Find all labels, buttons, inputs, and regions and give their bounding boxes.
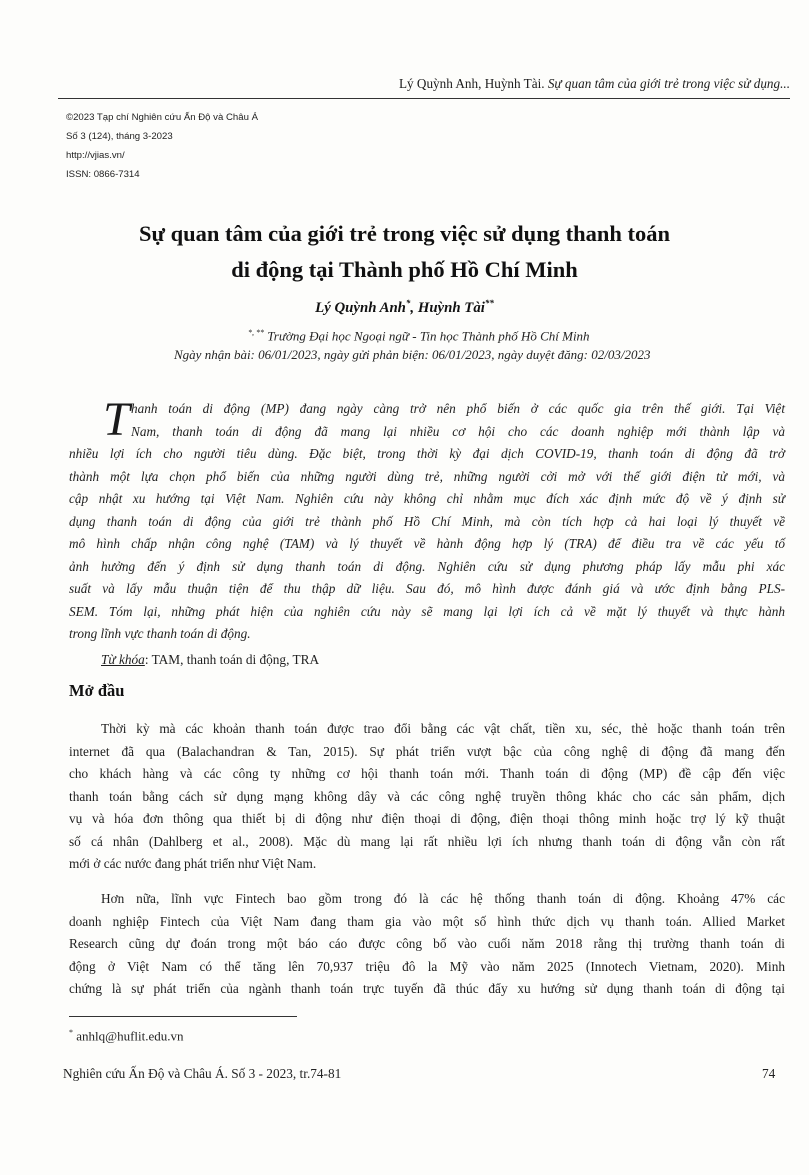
abstract-line: mô hình chấp nhận công nghệ (TAM) và lý thuyết về hành động hợp lý (TRA) để điều tra về các yếu tố	[69, 536, 785, 551]
footer-journal: Nghiên cứu Ấn Độ và Châu Á. Số 3 - 2023, tr.74-81	[63, 1066, 342, 1081]
body-line: số cá nhân (Dahlberg et al., 2008). Mặc dù mang lại rất nhiều lợi ích nhưng thanh toán di động vẫn còn rất	[69, 833, 785, 849]
body-line: mới ở các nước đang phát triển như Việt Nam.	[69, 856, 317, 871]
keywords-text: : TAM, thanh toán di động, TRA	[144, 652, 320, 667]
journal-meta	[66, 108, 258, 184]
abstract-line: thành một lựa chọn phổ biến của những người dùng trẻ, những người cởi mở với thế giới điện tử mới, và	[69, 468, 785, 484]
abstract-line: Nam, thanh toán di động đã mang lại nhiều cơ hội cho các doanh nghiệp mới thành lập và	[131, 423, 785, 439]
body-line: thanh toán bằng cách sử dụng mạng không dây và các công nghệ truyền thông khác cho các sản phẩm, dịch	[69, 788, 785, 804]
running-header-authors: Lý Quỳnh Anh, Huỳnh Tài.	[398, 76, 545, 91]
author-2: Huỳnh Tài	[417, 299, 485, 316]
keywords	[101, 652, 319, 668]
author-1-mark: *	[405, 298, 411, 308]
body-line: Research cũng dự đoán trong một báo cáo được công bố vào cuối năm 2018 rằng thị trường thanh toán di	[69, 936, 785, 951]
title-line-1: Sự quan tâm của giới trẻ trong việc sử dụng thanh toán	[139, 221, 670, 246]
abstract	[69, 393, 785, 646]
paragraph-1	[69, 718, 785, 876]
affiliation-marks: *, **	[248, 328, 264, 337]
body-line: chứng là sự phát triển của ngành thanh toán trực tuyến đã thúc đẩy xu hướng sử dụng thanh toán di động tại	[69, 981, 785, 996]
submission-dates: Ngày nhận bài: 06/01/2023, ngày gửi phản biện: 06/01/2023, ngày duyệt đăng: 02/03/2023	[174, 347, 651, 362]
abstract-line: nhiều lợi ích cho người tiêu dùng. Đặc biệt, trong thời kỳ đại dịch COVID-19, thanh toán di động đã trở	[69, 446, 785, 461]
issn-line: ISSN: 0866-7314	[66, 169, 140, 180]
paragraph-2	[69, 888, 785, 1001]
footnote	[69, 1028, 184, 1044]
abstract-dropcap: T	[103, 393, 130, 446]
abstract-line: dụng thanh toán di động của giới trẻ thành phố Hồ Chí Minh, mà còn tích hợp cả hai loại lý thuyết về	[69, 513, 785, 529]
section-heading: Mở đầu	[69, 681, 125, 700]
author-list	[0, 298, 809, 317]
running-header-title: Sự quan tâm của giới trẻ trong việc sử dụng...	[547, 76, 790, 91]
affiliation-text: Trường Đại học Ngoại ngữ - Tin học Thành phố Hồ Chí Minh	[264, 328, 590, 344]
author-2-mark: **	[484, 298, 494, 308]
abstract-line: trong lĩnh vực thanh toán di động.	[69, 626, 251, 641]
abstract-line: cập nhật xu hướng tại Việt Nam. Nghiên cứu này không chỉ nhằm mục đích xác định mức độ về ý định sử	[69, 491, 785, 506]
body-line: Thời kỳ mà các khoản thanh toán được trao đổi bằng các vật chất, tiền xu, séc, thẻ hoặc thanh toán trên	[101, 721, 785, 736]
title-line-2: di động tại Thành phố Hồ Chí Minh	[231, 257, 578, 282]
footnote-rule	[69, 1016, 297, 1017]
body-line: doanh nghiệp Fintech của Việt Nam đang tham gia vào một số hình thức dịch vụ thanh toán. Allied Market	[69, 913, 785, 929]
paper-title	[0, 216, 809, 288]
issue-line: Số 3 (124), tháng 3-2023	[66, 131, 173, 142]
abstract-line: hanh toán di động (MP) đang ngày càng trở nên phổ biến ở các quốc gia trên thế giới. Tại Việt	[131, 401, 785, 416]
author-separator: ,	[410, 299, 418, 316]
footnote-email[interactable]: anhlq@huflit.edu.vn	[73, 1028, 184, 1044]
journal-url[interactable]: http://vjias.vn/	[66, 150, 125, 161]
body-line: internet đã qua (Balachandran & Tan, 2015). Sự phát triển vượt bậc của công nghệ di động đã mang đến	[69, 743, 785, 759]
page-number: 74	[762, 1066, 776, 1081]
body-line: cho khách hàng và các công ty những cơ hội thanh toán mới. Thanh toán di động (MP) đề cập đến việc	[69, 766, 785, 781]
body-line: động ở Việt Nam có thể tăng lên 70,937 triệu đô la Mỹ vào năm 2025 (Innotech Vietnam, 2020). Minh	[69, 958, 785, 974]
abstract-line: suất và lấy mẫu thuận tiện để thu thập dữ liệu. Sau đó, mô hình được đánh giá và ước định bằng PLS-	[69, 581, 785, 596]
footnote-mark: *	[69, 1028, 73, 1037]
author-1: Lý Quỳnh Anh	[315, 299, 406, 316]
header-rule	[58, 98, 790, 99]
abstract-line: ảnh hưởng đến ý định sử dụng thanh toán di động. Nghiên cứu sử dụng phương pháp lấy mẫu phi xác	[69, 558, 785, 574]
running-header	[0, 76, 790, 92]
body-line: Hơn nữa, lĩnh vực Fintech bao gồm trong đó là các hệ thống thanh toán di động. Khoảng 47% các	[101, 891, 785, 906]
copyright-line: ©2023 Tạp chí Nghiên cứu Ấn Độ và Châu Á	[66, 112, 258, 123]
abstract-line: SEM. Tóm lại, những phát hiện của nghiên cứu này sẽ mang lại lợi ích cả về mặt lý thuyết và thực hành	[69, 603, 785, 619]
body-line: vụ và hóa đơn thông qua thiết bị di động như điện thoại di động, điện thoại thông minh hoặc trợ lý kỹ thuật	[69, 811, 785, 826]
affiliation	[248, 328, 590, 344]
keywords-label: Từ khóa	[101, 652, 145, 667]
